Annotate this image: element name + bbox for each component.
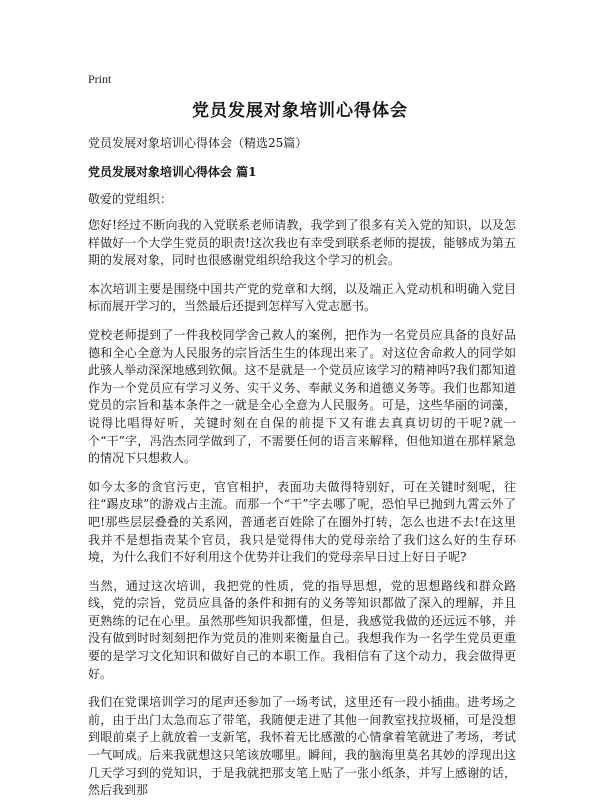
section-heading: 党员发展对象培训心得体会 篇1 [88,165,257,179]
paragraph: 当然，通过这次培训，我把党的性质，党的指导思想，党的思想路线和群众路线，党的宗旨，党员应具备的条件和拥有的义务等知识都做了深入的理解，并且更熟练的记在心里。虽然那些知识我都懂，但是，我感觉我做的还远远不够，并没有做到时时刻刻把作为党员的准则来衡量自己。我想我作为一名学生党员更重要的是学习文化知识和做好自己的本职工作。我相信有了这个动力，我会做得更好。 [88,578,516,681]
paragraph: 党校老师提到了一件我校同学舍己救人的案例，把作为一名党员应具备的良好品德和全心全意为人民服务的宗旨活生生的体现出来了。对这位舍命救人的同学如此骇人举动深深地感到钦佩。这不是就是一个党员应该学习的精神吗?我们都知道作为一个党员应有学习义务、实干义务、奉献义务和道德义务等。我们也都知道党员的宗旨和基本条件之一就是全心全意为人民服务。可是，这些华丽的词藻，说得比唱得好听，关键时刻在自保的前提下又有谁去真真切切的干呢?就一个“干”字，冯浩杰同学做到了，不需要任何的语言来解释，但他知道在那样紧急的情况下只想救人。 [88,327,516,466]
paragraph: 我们在党课培训学习的尾声还参加了一场考试，这里还有一段小插曲。进考场之前，由于出门太急而忘了带笔，我随便走进了其他一间教室找拉圾桶，可是没想到眼前桌子上就放着一支新笔，我怀着无比感激的心情拿着笔就进了考场，考试一气呵成。后来我就想这只笔该放哪里。瞬间，我的脑海里莫名其妙的浮现出这几天学习到的党知识，于是我就把那支笔上贴了一张小纸条，并写上感谢的话，然后我到那 [88,695,516,798]
document-title: 党员发展对象培训心得体会 [192,101,408,121]
document-body [88,134,516,811]
print-label: Print [88,72,112,86]
paragraph: 您好!经过不断向我的入党联系老师请教，我学到了很多有关入党的知识，以及怎样做好一个大学生党员的职责!这次我也有幸受到联系老师的提拔，能够成为第五期的发展对象，同时也很感谢党组织给我这个学习的机会。 [88,218,516,268]
paragraph: 本次培训主要是围绕中国共产党的党章和大纲，以及端正入党动机和明确入党目标而展开学习的，当然最后还提到怎样写入党志愿书。 [88,281,516,314]
document-subtitle: 党员发展对象培训心得体会（精选25篇） [88,136,308,150]
salutation: 敬爱的党组织： [88,192,173,206]
paragraph: 如今太多的贪官污吏，官官相护，表面功夫做得特别好，可在关键时刻呢，往往“踢皮球”的游戏占主流。而那一个“干”字去哪了呢，恐怕早已抛到九霄云外了吧!那些层层叠叠的关系网，普通老百姓除了在圈外打转，怎么也进不去!在这里我并不是想指责某个官员，我只是觉得伟大的党母亲给了我们这么好的生存环境，为什么我们不好利用这个优势并让我们的党母亲早日过上好日子呢? [88,479,516,565]
